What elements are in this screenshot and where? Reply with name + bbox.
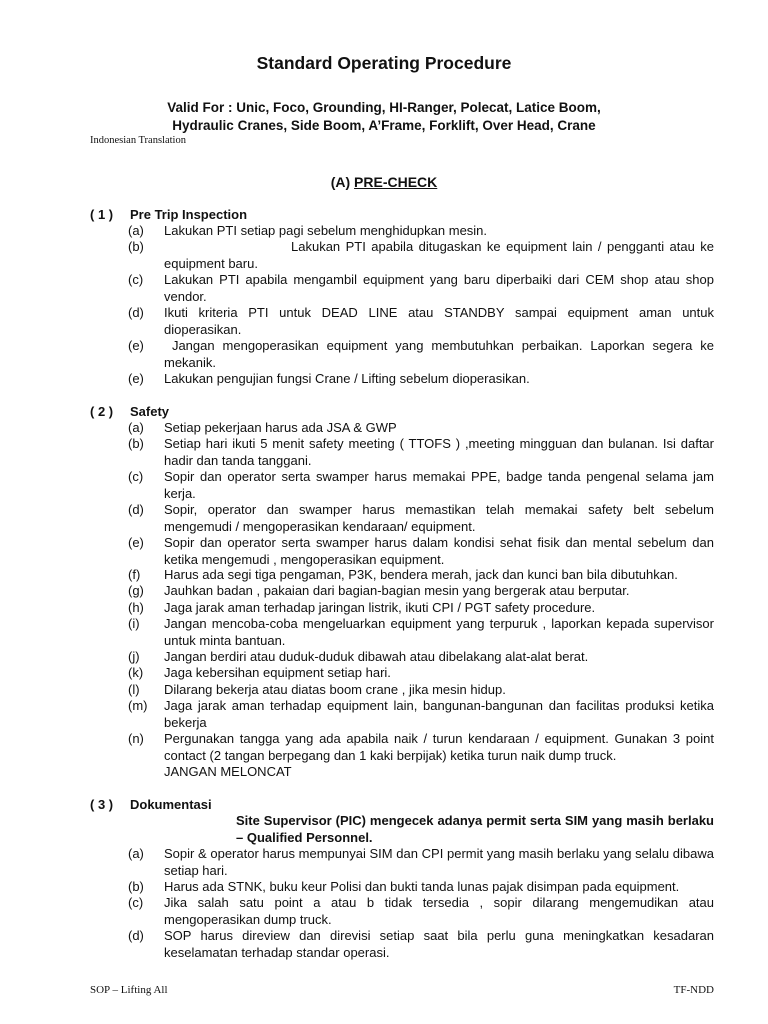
list-item-label: (i): [128, 616, 140, 631]
list-item-label: (e): [128, 535, 144, 550]
list-item-text: Jaga jarak aman terhadap jaringan listrik, ikuti CPI / PGT safety procedure.: [164, 600, 596, 615]
list-item-text: Lakukan PTI setiap pagi sebelum menghidupkan mesin.: [164, 223, 488, 238]
list-item-label: (b): [128, 239, 144, 254]
list-item-text: Jauhkan badan , pakaian dari bagian-bagian mesin yang bergerak atau berputar.: [164, 583, 630, 598]
list-item-label: (d): [128, 502, 144, 517]
list-item-text: Sopir & operator harus mempunyai SIM dan CPI permit yang masih berlaku yang selalu dibawa setiap hari.: [164, 846, 714, 878]
list-item-text: Jika salah satu point a atau b tidak tersedia , sopir dilarang mengemudikan atau mengoperasikan dump truck.: [164, 895, 714, 927]
list-item-label: (e): [128, 338, 144, 353]
list-item-text: Jangan mencoba-coba mengeluarkan equipment yang terpuruk , laporkan kepada supervisor untuk minta bantuan.: [164, 616, 714, 648]
list-item-text: Jaga kebersihan equipment setiap hari.: [164, 665, 391, 680]
list-item-label: (h): [128, 600, 144, 615]
list-item-label: (b): [128, 436, 144, 451]
list-item-text: Harus ada STNK, buku keur Polisi dan bukti tanda lunas pajak disimpan pada equipment.: [164, 879, 680, 894]
list-item-text: Lakukan PTI apabila mengambil equipment yang baru diperbaiki dari CEM shop atau shop vendor.: [164, 272, 714, 304]
list-item-text: Pergunakan tangga yang ada apabila naik / turun kendaraan / equipment. Gunakan 3 point contact (2 tangan berpegang dan 1 kaki berpijak) ketika turun naik dump truck.: [164, 731, 714, 763]
list-item-label: (a): [128, 223, 144, 238]
list-item-label: (e): [128, 371, 144, 386]
safety-heading: Safety: [130, 404, 170, 419]
list-item-text: Sopir dan operator serta swamper harus memakai PPE, badge tanda pengenal selama jam kerja.: [164, 469, 714, 501]
list-item-label: (c): [128, 895, 144, 910]
list-item-text: Ikuti kriteria PTI untuk DEAD LINE atau STANDBY sampai equipment aman untuk dioperasikan.: [164, 305, 714, 337]
list-item-text: Jangan berdiri atau duduk-duduk dibawah atau dibelakang alat-alat berat.: [164, 649, 589, 664]
list-item-label: (m): [128, 698, 148, 713]
list-item-text: Sopir dan operator serta swamper harus dalam kondisi sehat fisik dan mental sebelum dan ketika mengemudi , mengoperasikan equipment.: [164, 535, 714, 567]
list-item-text: Dilarang bekerja atau diatas boom crane , jika mesin hidup.: [164, 682, 506, 697]
list-item-text: Harus ada segi tiga pengaman, P3K, bendera merah, jack dan kunci ban bila dibutuhkan.: [164, 567, 678, 582]
footer-right: TF-NDD: [673, 984, 714, 996]
list-item-label: (a): [128, 846, 144, 861]
list-item-label: (d): [128, 928, 144, 943]
list-item-label: (c): [128, 272, 144, 287]
list-item-text: Lakukan PTI apabila ditugaskan ke equipment lain / pengganti atau ke equipment baru.: [164, 239, 714, 271]
list-item-label: (d): [128, 305, 144, 320]
list-item-text: Jaga jarak aman terhadap equipment lain, bangunan-bangunan dan facilitas produksi ketika bekerja: [164, 698, 714, 730]
translation-note: Indonesian Translation: [90, 135, 186, 146]
section-title: PRE-CHECK: [354, 174, 438, 190]
valid-for-line-2: Hydraulic Cranes, Side Boom, A’Frame, Forklift, Over Head, Crane: [172, 118, 596, 133]
pre-trip-number: ( 1 ): [90, 207, 114, 222]
list-item-text: JANGAN MELONCAT: [164, 764, 292, 779]
list-item-label: (n): [128, 731, 144, 746]
list-item-label: (a): [128, 420, 144, 435]
pre-trip-heading: Pre Trip Inspection: [130, 207, 248, 222]
dokumentasi-intro: Site Supervisor (PIC) mengecek adanya permit serta SIM yang masih berlaku – Qualified Personnel.: [236, 813, 714, 845]
footer-left: SOP – Lifting All: [90, 984, 168, 996]
valid-for-line-1: Valid For : Unic, Foco, Grounding, HI-Ranger, Polecat, Latice Boom,: [167, 100, 601, 115]
list-item-label: (g): [128, 583, 144, 598]
section-heading: [0, 174, 768, 190]
list-item-label: (f): [128, 567, 141, 582]
safety-number: ( 2 ): [90, 404, 114, 419]
list-item-label: (k): [128, 665, 144, 680]
list-item-label: (l): [128, 682, 140, 697]
list-item-text: Sopir, operator dan swamper harus memastikan telah memakai safety belt sebelum mengemudi / mengoperasikan kendaraan/ equipment.: [164, 502, 714, 534]
page-title: Standard Operating Procedure: [256, 53, 512, 73]
section-prefix: (A): [330, 174, 351, 190]
dokumentasi-heading: Dokumentasi: [130, 797, 212, 812]
list-item-label: (b): [128, 879, 144, 894]
list-item-text: Jangan mengoperasikan equipment yang membutuhkan perbaikan. Laporkan segera ke mekanik.: [164, 338, 718, 370]
list-item-text: Setiap hari ikuti 5 menit safety meeting ( TTOFS ) ,meeting mingguan dan bulanan. Isi daftar hadir dan tanda tanggani.: [164, 436, 714, 468]
list-item-label: (j): [128, 649, 140, 664]
list-item-label: (c): [128, 469, 144, 484]
dokumentasi-number: ( 3 ): [90, 797, 114, 812]
list-item-text: SOP harus direview dan direvisi setiap saat bila perlu guna meningkatkan kesadaran keselamatan terhadap standar operasi.: [164, 928, 714, 960]
list-item-text: Setiap pekerjaan harus ada JSA & GWP: [164, 420, 397, 435]
list-item-text: Lakukan pengujian fungsi Crane / Lifting sebelum dioperasikan.: [164, 371, 530, 386]
